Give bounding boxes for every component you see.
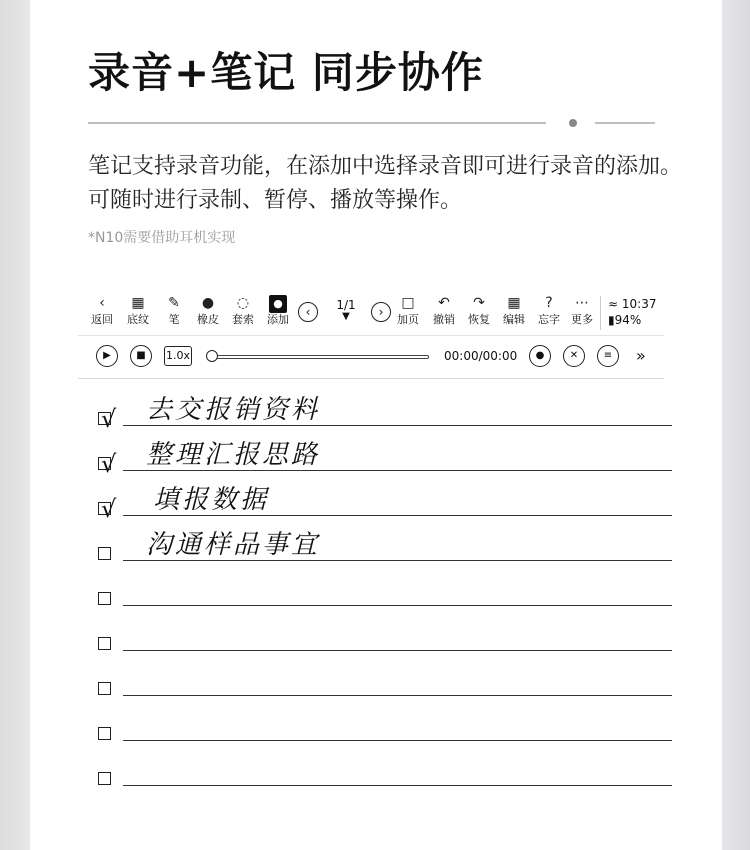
- footnote: *N10需要借助耳机实现: [88, 230, 236, 246]
- progress-slider[interactable]: [211, 355, 429, 359]
- delete-icon[interactable]: ✕: [563, 345, 585, 367]
- status-area: [608, 296, 656, 328]
- play-icon[interactable]: ▶: [96, 345, 118, 367]
- divider-dot: [569, 119, 577, 127]
- page-title: 录音+笔记 同步协作: [88, 48, 484, 97]
- add-page-button[interactable]: □ 加页: [388, 293, 428, 327]
- ruled-line: [123, 785, 672, 786]
- chevron-left-icon: ‹: [99, 295, 105, 311]
- note-toolbar: [78, 290, 664, 336]
- template-icon: ▦: [131, 295, 145, 311]
- more-icon: ⋯: [575, 295, 589, 311]
- list-icon[interactable]: ≡: [597, 345, 619, 367]
- edit-icon: ▦: [507, 295, 521, 311]
- battery-icon: ▮: [608, 313, 615, 327]
- checkbox[interactable]: [98, 495, 117, 523]
- divider-right: [595, 122, 655, 124]
- checklist-row: [98, 765, 658, 795]
- handwritten-text: 去交报销资料: [146, 395, 321, 425]
- record-icon[interactable]: ●: [529, 345, 551, 367]
- edit-button[interactable]: ▦ 编辑: [494, 293, 534, 327]
- ruled-line: [123, 695, 672, 696]
- redo-icon: ↷: [473, 295, 485, 311]
- undo-icon: ↶: [438, 295, 450, 311]
- pen-icon: ✎: [168, 295, 180, 311]
- add-page-icon: □: [401, 295, 415, 311]
- clock: 10:37: [621, 297, 657, 311]
- more-button[interactable]: ⋯ 更多: [562, 293, 602, 327]
- checkbox[interactable]: [98, 450, 117, 478]
- progress-knob[interactable]: [206, 350, 218, 362]
- next-page-icon[interactable]: ›: [371, 302, 391, 322]
- checklist-row: [98, 485, 658, 525]
- wifi-icon: ≈: [608, 297, 619, 311]
- checkmark-icon: √: [101, 450, 117, 478]
- checklist-row: [98, 530, 658, 570]
- checklist-row: [98, 630, 658, 660]
- checkbox[interactable]: [98, 637, 111, 650]
- checkbox[interactable]: [98, 727, 111, 740]
- handwritten-text: 沟通样品事宜: [146, 530, 321, 560]
- checklist-row: [98, 720, 658, 750]
- redo-button[interactable]: ↷ 恢复: [459, 293, 499, 327]
- microphone-icon: ●: [269, 295, 287, 313]
- checkbox[interactable]: [98, 772, 111, 785]
- ruled-line: [123, 605, 672, 606]
- undo-button[interactable]: ↶ 撤销: [424, 293, 464, 327]
- lasso-button[interactable]: ◌ 套索: [223, 293, 263, 327]
- dropdown-triangle-icon: ▼: [342, 311, 350, 322]
- expand-icon[interactable]: »: [636, 346, 646, 365]
- feature-description: 笔记支持录音功能，在添加中选择录音即可进行录音的添加。可随时进行录制、暂停、播放等操作。: [88, 154, 683, 213]
- recognize-button[interactable]: ? 忘字: [529, 293, 569, 327]
- checklist-row: [98, 585, 658, 615]
- prev-page-icon[interactable]: ‹: [298, 302, 318, 322]
- checkbox[interactable]: [98, 547, 111, 560]
- template-button[interactable]: ▦ 底纹: [118, 293, 158, 327]
- handwritten-text: 填报数据: [153, 485, 270, 515]
- divider-left: [88, 122, 546, 124]
- recognize-icon: ?: [545, 295, 553, 311]
- checkmark-icon: √: [101, 405, 117, 433]
- lasso-icon: ◌: [236, 295, 250, 311]
- handwritten-text: 整理汇报思路: [146, 440, 321, 470]
- checklist-row: [98, 395, 658, 435]
- eraser-button[interactable]: ● 橡皮: [188, 293, 228, 327]
- checkbox[interactable]: [98, 405, 117, 433]
- stop-icon[interactable]: ■: [130, 345, 152, 367]
- ruled-line: [123, 650, 672, 651]
- ruled-line: [123, 740, 672, 741]
- checkbox[interactable]: [98, 592, 111, 605]
- checkmark-icon: √: [101, 495, 117, 523]
- battery-level: 94%: [614, 313, 642, 327]
- audio-player: [78, 336, 664, 379]
- checklist-row: [98, 440, 658, 480]
- playback-time: 00:00/00:00: [444, 349, 518, 363]
- checkbox[interactable]: [98, 682, 111, 695]
- checklist-row: [98, 675, 658, 705]
- page-indicator[interactable]: 1/1 ▼: [331, 298, 361, 322]
- device-screen: [78, 290, 664, 850]
- add-button[interactable]: ● 添加: [267, 297, 289, 326]
- toolbar-divider: [600, 296, 601, 330]
- back-button[interactable]: ‹ 返回: [82, 293, 122, 327]
- pen-button[interactable]: ✎ 笔: [154, 293, 194, 327]
- speed-button[interactable]: 1.0x: [164, 346, 192, 366]
- eraser-icon: ●: [201, 295, 215, 311]
